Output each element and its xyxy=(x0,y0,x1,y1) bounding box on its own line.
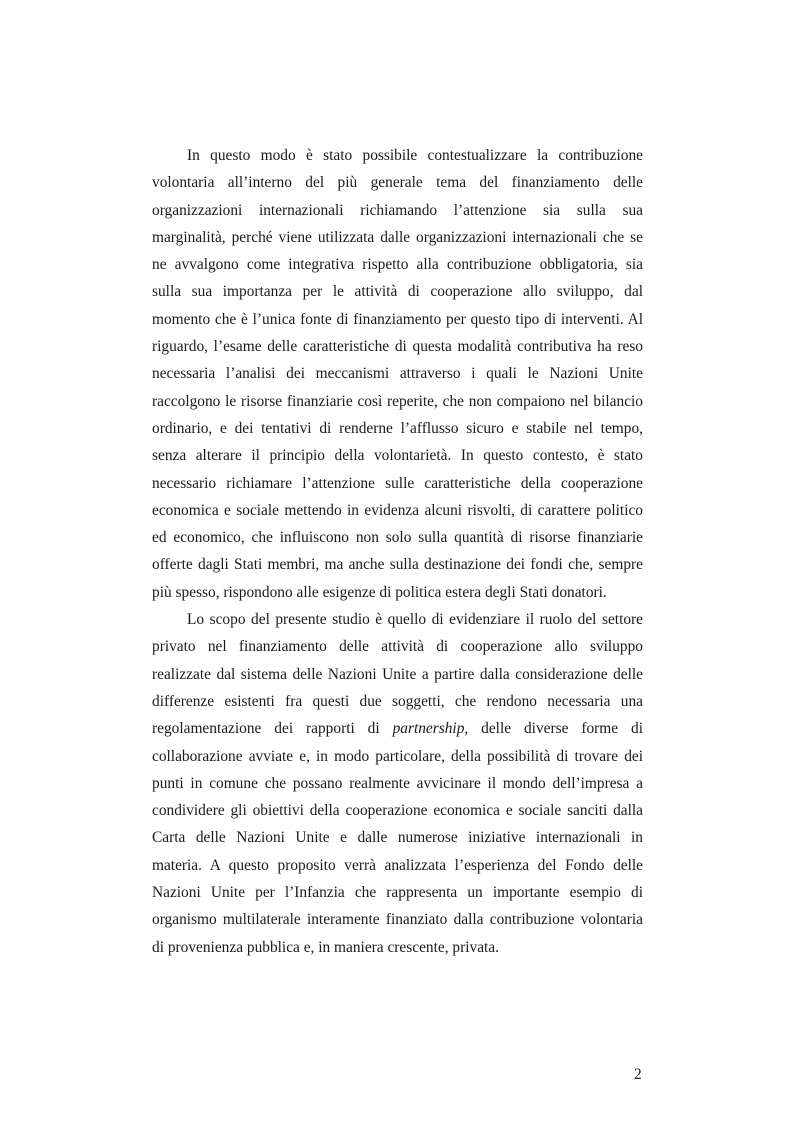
text-line: materia. A questo proposito verrà analizzata l’esperienza del Fondo delle xyxy=(152,856,643,874)
text-line: ordinario, e dei tentativi di renderne l’afflusso sicuro e stabile nel tempo, xyxy=(152,419,643,437)
text-line: economica e sociale mettendo in evidenza alcuni risvolti, di carattere politico xyxy=(152,501,643,519)
text-line: senza alterare il principio della volontarietà. In questo contesto, è stato xyxy=(152,447,643,465)
text-line: di provenienza pubblica e, in maniera crescente, privata. xyxy=(152,938,499,956)
text-line: volontaria all’interno del più generale tema del finanziamento delle xyxy=(152,174,643,192)
text-line: raccolgono le risorse finanziarie così reperite, che non compaiono nel bilancio xyxy=(152,392,643,410)
text-line: sulla sua importanza per le attività di cooperazione allo sviluppo, dal xyxy=(152,283,643,301)
text-line: marginalità, perché viene utilizzata dalle organizzazioni internazionali che se xyxy=(152,228,643,246)
text-line: ed economico, che influiscono non solo sulla quantità di risorse finanziarie xyxy=(152,529,643,547)
text-line: privato nel finanziamento delle attività di cooperazione allo sviluppo xyxy=(152,638,643,656)
text-line: Carta delle Nazioni Unite e dalle numerose iniziative internazionali in xyxy=(152,829,643,847)
text-line: necessaria l’analisi dei meccanismi attraverso i quali le Nazioni Unite xyxy=(152,365,643,383)
text-segment: , delle diverse forme di xyxy=(464,720,643,738)
paragraph-1 xyxy=(152,142,643,606)
page-number: 2 xyxy=(634,1066,642,1083)
text-line: punti in comune che possano realmente avvicinare il mondo dell’impresa a xyxy=(152,774,643,792)
text-line: realizzate dal sistema delle Nazioni Unite a partire dalla considerazione delle xyxy=(152,665,643,683)
text-line: organizzazioni internazionali richiamando l’attenzione sia sulla sua xyxy=(152,201,643,219)
italic-term: partnership xyxy=(392,720,465,738)
text-line: riguardo, l’esame delle caratteristiche di questa modalità contributiva ha reso xyxy=(152,338,643,356)
text-line: condividere gli obiettivi della cooperazione economica e sociale sanciti dalla xyxy=(152,802,643,820)
text-segment: regolamentazione dei rapporti di xyxy=(152,720,393,738)
body-text xyxy=(152,142,643,961)
text-line: In questo modo è stato possibile contestualizzare la contribuzione xyxy=(187,147,643,164)
text-line: organismo multilaterale interamente finanziato dalla contribuzione volontaria xyxy=(152,911,643,929)
text-line: Lo scopo del presente studio è quello di evidenziare il ruolo del settore xyxy=(187,611,643,629)
text-line: differenze esistenti fra questi due soggetti, che rendono necessaria una xyxy=(152,692,643,710)
text-line: più spesso, rispondono alle esigenze di politica estera degli Stati donatori. xyxy=(152,583,607,601)
text-line: offerte dagli Stati membri, ma anche sulla destinazione dei fondi che, sempre xyxy=(152,556,643,574)
text-line: Nazioni Unite per l’Infanzia che rappresenta un importante esempio di xyxy=(152,884,643,902)
text-line: collaborazione avviate e, in modo particolare, della possibilità di trovare dei xyxy=(152,747,643,765)
text-line: momento che è l’unica fonte di finanziamento per questo tipo di interventi. Al xyxy=(152,310,643,328)
text-line: ne avvalgono come integrativa rispetto alla contribuzione obbligatoria, sia xyxy=(152,256,643,274)
text-line: necessario richiamare l’attenzione sulle caratteristiche della cooperazione xyxy=(152,474,643,492)
paragraph-2 xyxy=(152,606,643,961)
text-line-with-italic xyxy=(152,715,643,742)
